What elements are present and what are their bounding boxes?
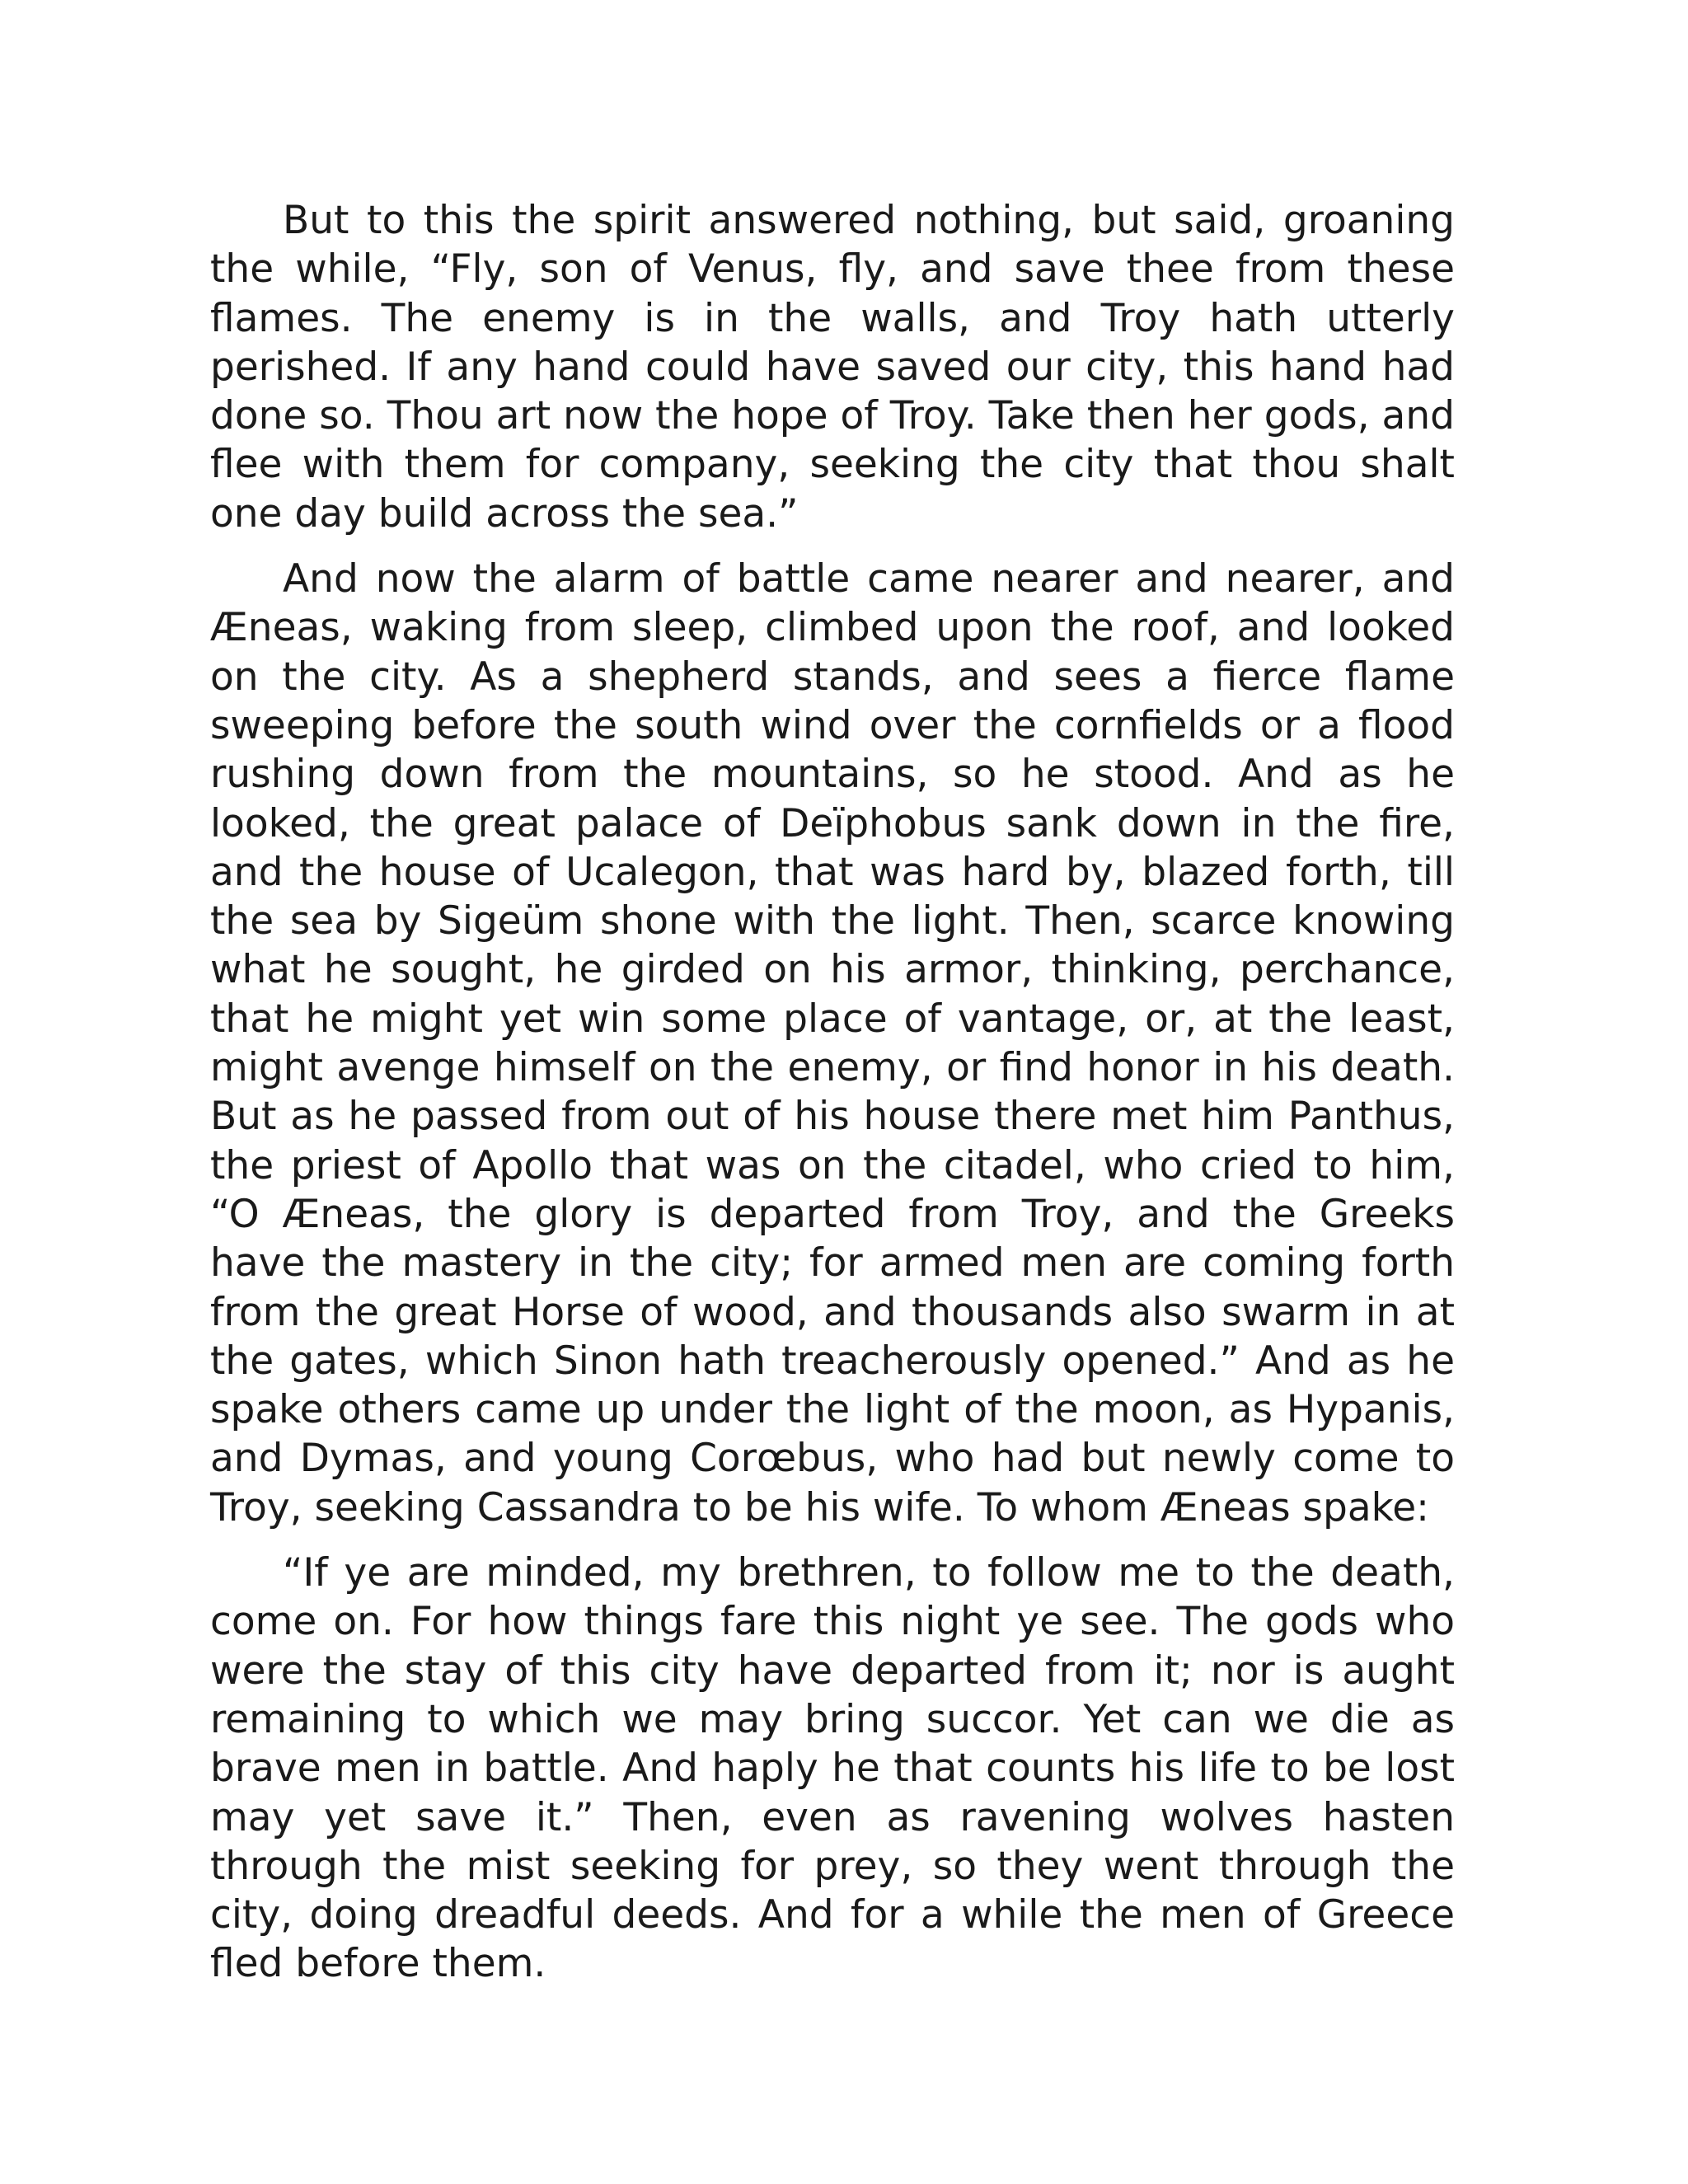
page-body xyxy=(210,196,1455,2005)
paragraph: And now the alarm of battle came nearer and nearer, and Æneas, waking from sleep, climbed upon the roof, and looked on the city. As a shepherd stands, and sees a fierce flame sweeping before the south wind over the cornfields or a flood rushing down from the mountains, so he stood. And as he looked, the great palace of Deïphobus sank down in the fire, and the house of Ucalegon, that was hard by, blazed forth, till the sea by Sigeüm shone with the light. Then, scarce knowing what he sought, he girded on his armor, thinking, perchance, that he might yet win some place of vantage, or, at the least, might avenge himself on the enemy, or find honor in his death. But as he passed from out of his house there met him Panthus, the priest of Apollo that was on the citadel, who cried to him, “O Æneas, the glory is departed from Troy, and the Greeks have the mastery in the city; for armed men are coming forth from the great Horse of wood, and thousands also swarm in at the gates, which Sinon hath treacherously opened.” And as he spake others came up under the light of the moon, as Hypanis, and Dymas, and young Corœbus, who had but newly come to Troy, seeking Cassandra to be his wife. To whom Æneas spake: xyxy=(210,556,1455,1530)
paragraph: But to this the spirit answered nothing, but said, groaning the while, “Fly, son of Venus, fly, and save thee from these flames. The enemy is in the walls, and Troy hath utterly perished. If any hand could have saved our city, this hand had done so. Thou art now the hope of Troy. Take then her gods, and flee with them for company, seeking the city that thou shalt one day build across the sea.” xyxy=(210,198,1455,537)
paragraph: “If ye are minded, my brethren, to follow me to the death, come on. For how things fare this night ye see. The gods who were the stay of this city have departed from it; nor is aught remaining to which we may bring succor. Yet can we die as brave men in battle. And haply he that counts his life to be lost may yet save it.” Then, even as ravening wolves hasten through the mist seeking for prey, so they went through the city, doing dreadful deeds. And for a while the men of Greece fled before them. xyxy=(210,1550,1455,1987)
